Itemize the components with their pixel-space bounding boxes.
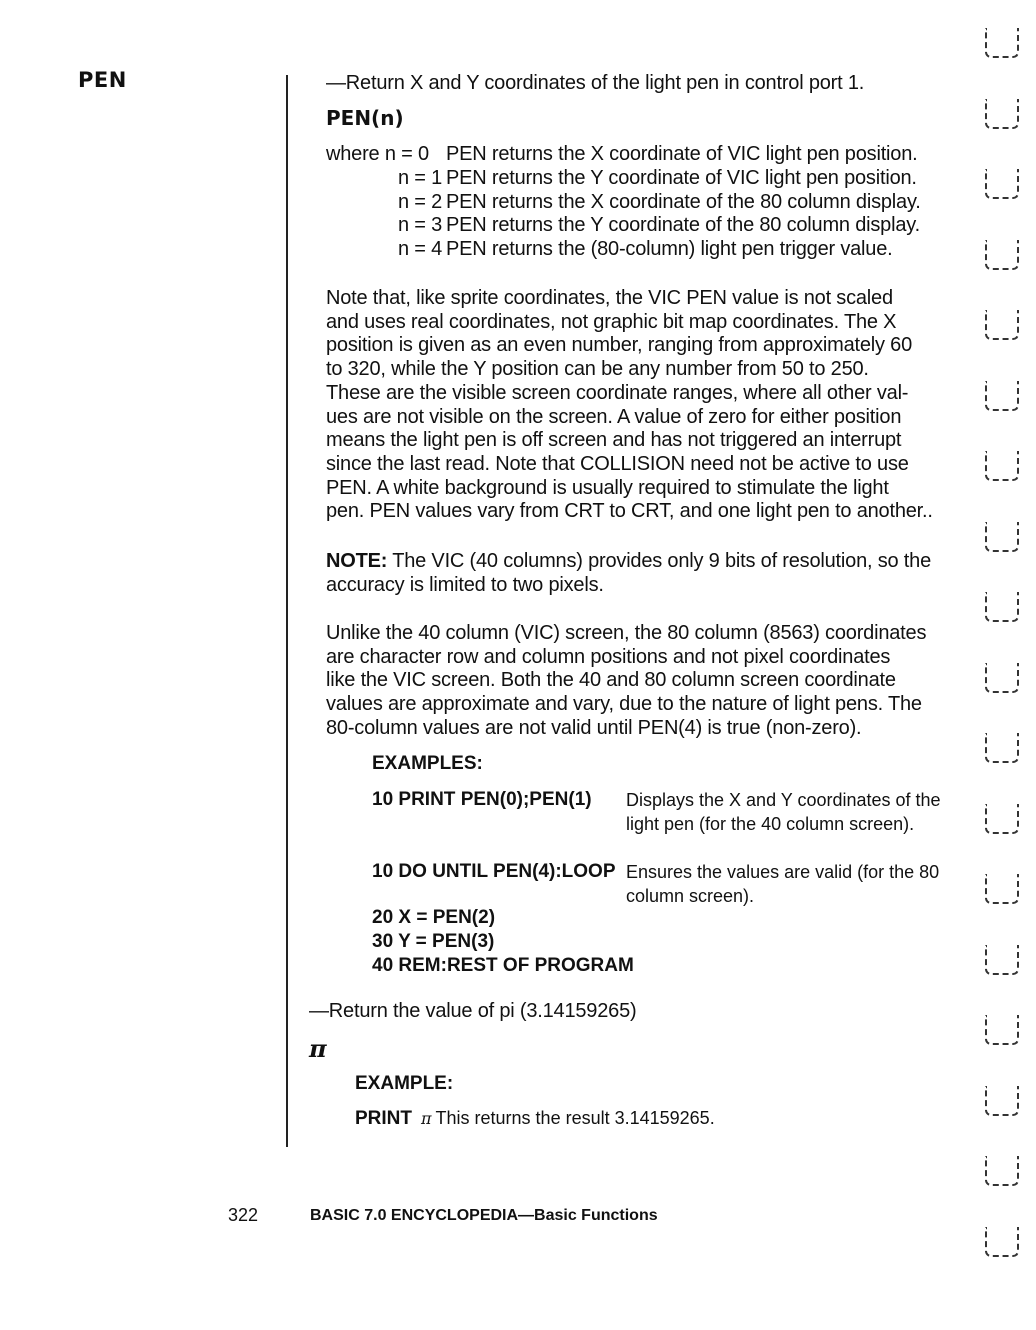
param-text: PEN returns the Y coordinate of VIC light pen position. <box>446 166 917 189</box>
pi-example-symbol: π <box>421 1109 432 1128</box>
example-row <box>372 860 972 908</box>
running-footer: BASIC 7.0 ENCYCLOPEDIA—Basic Functions <box>310 1207 658 1224</box>
syntax-line: PEN(n) <box>326 106 404 130</box>
param-row <box>326 167 921 191</box>
param-row <box>326 143 921 167</box>
text-line: Unlike the 40 column (VIC) screen, the 80 column (8563) coordinates <box>326 622 927 644</box>
note-block <box>326 550 931 597</box>
binder-hole <box>985 381 1019 411</box>
binder-hole <box>985 522 1019 552</box>
binder-hole <box>985 1015 1019 1045</box>
note-label: NOTE: <box>326 550 388 572</box>
keyword-heading: PEN <box>78 68 127 92</box>
function-summary: —Return X and Y coordinates of the light pen in control port 1. <box>326 72 865 94</box>
param-label: n = 3 <box>397 214 442 237</box>
binder-hole <box>985 1227 1019 1257</box>
text-line: ues are not visible on the screen. A value of zero for either position <box>326 405 902 428</box>
text-line: accuracy is limited to two pixels. <box>326 573 604 596</box>
pi-example-code: PRINT <box>355 1108 412 1129</box>
text-line: The VIC (40 columns) provides only 9 bits of resolution, so the <box>387 550 931 572</box>
param-row <box>326 191 921 215</box>
param-text: PEN returns the X coordinate of the 80 column display. <box>446 190 921 213</box>
text-line: since the last read. Note that COLLISION need not be active to use <box>326 452 909 475</box>
param-text: PEN returns the (80-column) light pen trigger value. <box>446 238 893 261</box>
param-text: PEN returns the X coordinate of VIC light pen position. <box>446 143 918 165</box>
example-desc: Displays the X and Y coordinates of the light pen (for the 40 column screen). <box>626 790 941 834</box>
margin-rule <box>286 75 288 1147</box>
param-label: n = 2 <box>397 190 442 213</box>
example-row <box>372 788 972 860</box>
param-label: n = 1 <box>397 166 442 189</box>
code-line: 40 REM:REST OF PROGRAM <box>372 955 634 976</box>
binder-hole <box>985 804 1019 834</box>
pi-symbol: π <box>309 1034 327 1063</box>
binder-hole <box>985 1156 1019 1186</box>
binder-hole <box>985 99 1019 129</box>
param-row <box>326 214 921 238</box>
binder-hole <box>985 310 1019 340</box>
param-list <box>326 143 921 262</box>
paragraph-80-column <box>326 622 926 741</box>
text-line: pen. PEN values vary from CRT to CRT, and one light pen to another.. <box>326 500 933 523</box>
code-line: 20 X = PEN(2) <box>372 907 496 928</box>
code-line: 30 Y = PEN(3) <box>372 931 495 952</box>
text-line: These are the visible screen coordinate ranges, where all other val- <box>326 381 909 404</box>
text-line: 80-column values are not valid until PEN(4) is true (non-zero). <box>326 716 862 739</box>
param-text: PEN returns the Y coordinate of the 80 column display. <box>446 214 920 237</box>
binder-hole <box>985 169 1019 199</box>
text-line: PEN. A white background is usually required to stimulate the light <box>326 476 889 499</box>
binder-hole <box>985 28 1019 58</box>
page-number: 322 <box>228 1205 259 1225</box>
text-line: like the VIC screen. Both the 40 and 80 column screen coordinate <box>326 669 896 692</box>
example-code: 10 DO UNTIL PEN(4):LOOP <box>372 861 616 882</box>
binder-hole <box>985 733 1019 763</box>
binder-hole <box>985 874 1019 904</box>
example-code: 10 PRINT PEN(0);PEN(1) <box>372 789 592 810</box>
param-label: where n = 0 <box>326 143 429 165</box>
text-line: to 320, while the Y position can be any number from 50 to 250. <box>326 358 869 381</box>
pi-summary: —Return the value of pi (3.14159265) <box>309 1000 637 1022</box>
param-label: n = 4 <box>397 238 442 261</box>
binder-hole <box>985 1086 1019 1116</box>
example-desc: Ensures the values are valid (for the 80 column screen). <box>626 862 940 906</box>
binder-holes <box>985 28 1025 1297</box>
text-line: values are approximate and vary, due to the nature of light pens. The <box>326 693 922 716</box>
pi-example <box>355 1108 715 1130</box>
binder-hole <box>985 663 1019 693</box>
code-listing <box>372 906 634 978</box>
pi-example-heading: EXAMPLE: <box>355 1073 454 1094</box>
text-line: are character row and column positions and not pixel coordinates <box>326 645 891 668</box>
text-line: Note that, like sprite coordinates, the VIC PEN value is not scaled <box>326 287 893 309</box>
binder-hole <box>985 451 1019 481</box>
paragraph-scaling <box>326 287 933 524</box>
text-line: means the light pen is off screen and has not triggered an interrupt <box>326 429 902 452</box>
text-line: and uses real coordinates, not graphic bit map coordinates. The X <box>326 310 897 333</box>
pi-example-desc: This returns the result 3.14159265. <box>435 1108 715 1128</box>
binder-hole <box>985 240 1019 270</box>
binder-hole <box>985 592 1019 622</box>
text-line: position is given as an even number, ranging from approximately 60 <box>326 334 913 357</box>
param-row <box>326 238 921 262</box>
examples-heading: EXAMPLES: <box>372 753 483 774</box>
binder-hole <box>985 945 1019 975</box>
